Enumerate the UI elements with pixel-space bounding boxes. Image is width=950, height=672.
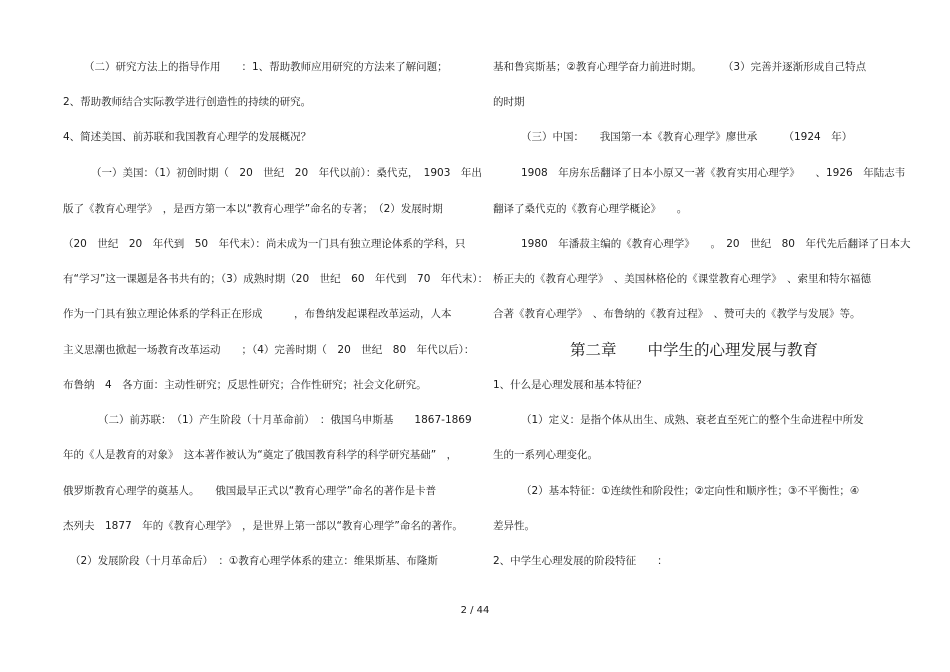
text-line: 版了《教育心理学》 ，是西方第一本以“教育心理学”命名的专著； （2）发展时期 xyxy=(63,203,443,215)
text-line: 4、简述美国、前苏联和我国教育心理学的发展概况？ xyxy=(63,131,312,143)
text-line: 杰列夫 1877 年的《教育心理学》 ，是世界上第一部以“教育心理学”命名的著作。 xyxy=(63,520,463,532)
text-line: 2、中学生心理发展的阶段特征 ： xyxy=(493,555,668,567)
text-line: 1980 年潘菽主编的《教育心理学》 。 20 世纪 80 年代先后翻译了日本大 xyxy=(521,238,911,250)
text-line: 2、帮助教师结合实际教学进行创造性的持续的研究。 xyxy=(63,96,312,108)
text-line: 布鲁纳 4 各方面：主动性研究；反思性研究；合作性研究；社会文化研究。 xyxy=(63,379,427,391)
text-line: （1）定义：是指个体从出生、成熟、衰老直至死亡的整个生命进程中所发 xyxy=(521,414,864,426)
text-line: 年的《人是教育的对象》 这本著作被认为“奠定了俄国教育科学的科学研究基础” ， xyxy=(63,449,458,461)
text-line: 生的一系列心理变化。 xyxy=(493,449,598,461)
text-line: （二）前苏联： （1）产生阶段（十月革命前） ：俄国乌申斯基 1867-1869 xyxy=(98,414,472,426)
text-line: 桥正夫的《教育心理学》 、美国林格伦的《课堂教育心理学》 、索里和特尔福德 xyxy=(493,273,871,285)
chapter-heading: 第二章 中学生的心理发展与教育 xyxy=(570,341,819,359)
text-line: （2）发展阶段（十月革命后） ：①教育心理学体系的建立：维果斯基、布隆斯 xyxy=(70,555,438,567)
text-line: 有“学习”这一课题是各书共有的；（3）成熟时期（20 世纪 60 年代到 70 年代末）： xyxy=(63,273,489,285)
text-line: 1908 年房东岳翻译了日本小原又一著《教育实用心理学》 、1926 年陆志韦 xyxy=(521,167,906,179)
text-line: （一）美国：（1）初创时期（ 20 世纪 20 年代以前）：桑代克， 1903 年出 xyxy=(91,167,482,179)
text-line: （三）中国： 我国第一本《教育心理学》廖世承 （1924 年） xyxy=(521,131,853,143)
text-line: 差异性。 xyxy=(493,520,535,532)
text-line: 合著《教育心理学》 、布鲁纳的《教育过程》 、赞可夫的《教学与发展》等。 xyxy=(493,308,861,320)
text-line: （二）研究方法上的指导作用 ：1、帮助教师应用研究的方法来了解问题； xyxy=(84,61,448,73)
text-line: 俄罗斯教育心理学的奠基人。 俄国最早正式以“教育心理学”命名的著作是卡普 xyxy=(63,485,437,497)
page-number: 2 / 44 xyxy=(460,605,490,616)
text-line: （2）基本特征：①连续性和阶段性；②定向性和顺序性；③不平衡性；④ xyxy=(521,485,860,497)
text-line: （20 世纪 20 年代到 50 年代末）：尚未成为一门具有独立理论体系的学科，只 xyxy=(63,238,466,250)
text-line: 的时期 xyxy=(493,96,525,108)
text-line: 基和鲁宾斯基；②教育心理学奋力前进时期。 （3）完善并逐渐形成自己特点 xyxy=(493,61,867,73)
text-line: 翻译了桑代克的《教育心理学概论》 。 xyxy=(493,203,688,215)
text-line: 1、什么是心理发展和基本特征？ xyxy=(493,379,647,391)
text-line: 作为一门具有独立理论体系的学科正在形成 ，布鲁纳发起课程改革运动，人本 xyxy=(63,308,452,320)
text-line: 主义思潮也掀起一场教育改革运动 ；（4）完善时期（ 20 世纪 80 年代以后）： xyxy=(63,344,475,356)
